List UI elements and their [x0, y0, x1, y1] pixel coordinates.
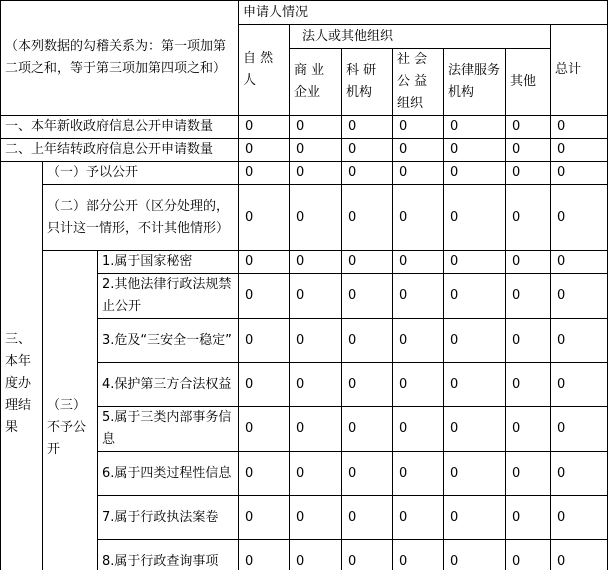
value-cell: 0 — [551, 363, 608, 407]
value-cell: 0 — [551, 319, 608, 363]
value-cell: 0 — [506, 540, 551, 570]
value-cell: 0 — [239, 251, 290, 274]
value-cell: 0 — [444, 496, 506, 540]
row-label: 5.属于三类内部事务信息 — [98, 407, 239, 452]
value-cell: 0 — [444, 139, 506, 162]
row-label: 一、本年新收政府信息公开申请数量 — [1, 116, 239, 139]
value-cell: 0 — [290, 251, 342, 274]
value-cell: 0 — [342, 319, 393, 363]
value-cell: 0 — [444, 407, 506, 452]
value-cell: 0 — [506, 139, 551, 162]
table-row — [1, 116, 608, 139]
value-cell: 0 — [239, 452, 290, 496]
value-cell: 0 — [239, 319, 290, 363]
value-cell: 0 — [342, 407, 393, 452]
value-cell: 0 — [290, 496, 342, 540]
value-cell: 0 — [393, 251, 444, 274]
header-row-1 — [1, 1, 608, 25]
value-cell: 0 — [342, 185, 393, 251]
table-row — [1, 139, 608, 162]
value-cell: 0 — [290, 407, 342, 452]
value-cell: 0 — [551, 274, 608, 319]
value-cell: 0 — [290, 116, 342, 139]
value-cell: 0 — [393, 496, 444, 540]
value-cell: 0 — [239, 540, 290, 570]
value-cell: 0 — [393, 319, 444, 363]
value-cell: 0 — [444, 185, 506, 251]
other-header: 其他 — [506, 49, 551, 116]
value-cell: 0 — [551, 162, 608, 185]
table-row — [1, 251, 608, 274]
value-cell: 0 — [393, 363, 444, 407]
value-cell: 0 — [551, 452, 608, 496]
row-label: 8.属于行政查询事项 — [98, 540, 239, 570]
value-cell: 0 — [506, 496, 551, 540]
value-cell: 0 — [506, 274, 551, 319]
value-cell: 0 — [290, 540, 342, 570]
table-row — [1, 162, 608, 185]
value-cell: 0 — [239, 139, 290, 162]
value-cell: 0 — [393, 162, 444, 185]
value-cell: 0 — [393, 452, 444, 496]
row-label: 2.其他法律行政法规禁止公开 — [98, 274, 239, 319]
value-cell: 0 — [290, 185, 342, 251]
row-label: 7.属于行政执法案卷 — [98, 496, 239, 540]
value-cell: 0 — [506, 407, 551, 452]
value-cell: 0 — [239, 274, 290, 319]
row-label: 6.属于四类过程性信息 — [98, 452, 239, 496]
value-cell: 0 — [506, 251, 551, 274]
value-cell: 0 — [551, 496, 608, 540]
value-cell: 0 — [551, 540, 608, 570]
refuse-disclosure-label: （三）不予公开 — [43, 251, 98, 570]
value-cell: 0 — [444, 363, 506, 407]
applicant-situation-header: 申请人情况 — [239, 1, 608, 25]
row-label: 1.属于国家秘密 — [98, 251, 239, 274]
value-cell: 0 — [506, 185, 551, 251]
value-cell: 0 — [239, 185, 290, 251]
value-cell: 0 — [444, 162, 506, 185]
value-cell: 0 — [290, 452, 342, 496]
social-welfare-org-header: 社 会 公 益 组织 — [393, 49, 444, 116]
value-cell: 0 — [551, 407, 608, 452]
value-cell: 0 — [342, 274, 393, 319]
value-cell: 0 — [444, 116, 506, 139]
value-cell: 0 — [393, 116, 444, 139]
value-cell: 0 — [393, 139, 444, 162]
value-cell: 0 — [506, 363, 551, 407]
value-cell: 0 — [239, 363, 290, 407]
value-cell: 0 — [342, 116, 393, 139]
value-cell: 0 — [444, 251, 506, 274]
value-cell: 0 — [393, 274, 444, 319]
research-institution-header: 科 研 机构 — [342, 49, 393, 116]
value-cell: 0 — [342, 452, 393, 496]
value-cell: 0 — [393, 540, 444, 570]
value-cell: 0 — [290, 139, 342, 162]
value-cell: 0 — [551, 251, 608, 274]
value-cell: 0 — [551, 185, 608, 251]
value-cell: 0 — [239, 496, 290, 540]
value-cell: 0 — [290, 162, 342, 185]
value-cell: 0 — [506, 116, 551, 139]
row-label: （二）部分公开（区分处理的，只计这一情形，不计其他情形） — [43, 185, 239, 251]
value-cell: 0 — [239, 407, 290, 452]
value-cell: 0 — [342, 162, 393, 185]
value-cell: 0 — [290, 363, 342, 407]
value-cell: 0 — [342, 363, 393, 407]
value-cell: 0 — [290, 319, 342, 363]
legal-service-org-header: 法律服务机构 — [444, 49, 506, 116]
value-cell: 0 — [290, 274, 342, 319]
row-label: 4.保护第三方合法权益 — [98, 363, 239, 407]
value-cell: 0 — [444, 274, 506, 319]
table-row — [1, 185, 608, 251]
natural-person-header: 自 然 人 — [239, 25, 290, 116]
total-header: 总计 — [551, 25, 608, 116]
value-cell: 0 — [393, 407, 444, 452]
value-cell: 0 — [239, 162, 290, 185]
value-cell: 0 — [342, 139, 393, 162]
value-cell: 0 — [393, 185, 444, 251]
value-cell: 0 — [444, 319, 506, 363]
value-cell: 0 — [506, 319, 551, 363]
value-cell: 0 — [551, 139, 608, 162]
row-label: 3.危及“三安全一稳定” — [98, 319, 239, 363]
value-cell: 0 — [342, 496, 393, 540]
header-corner-note: （本列数据的勾稽关系为：第一项加第二项之和，等于第三项加第四项之和） — [1, 1, 239, 116]
commercial-enterprise-header: 商 业 企业 — [290, 49, 342, 116]
value-cell: 0 — [342, 251, 393, 274]
value-cell: 0 — [506, 452, 551, 496]
value-cell: 0 — [506, 162, 551, 185]
row-label: （一）予以公开 — [43, 162, 239, 185]
value-cell: 0 — [239, 116, 290, 139]
value-cell: 0 — [444, 540, 506, 570]
value-cell: 0 — [444, 452, 506, 496]
value-cell: 0 — [551, 116, 608, 139]
value-cell: 0 — [342, 540, 393, 570]
row-label: 二、上年结转政府信息公开申请数量 — [1, 139, 239, 162]
legal-entity-group-header: 法人或其他组织 — [290, 25, 551, 49]
section-3-label: 三、本年度办理结果 — [1, 162, 43, 570]
